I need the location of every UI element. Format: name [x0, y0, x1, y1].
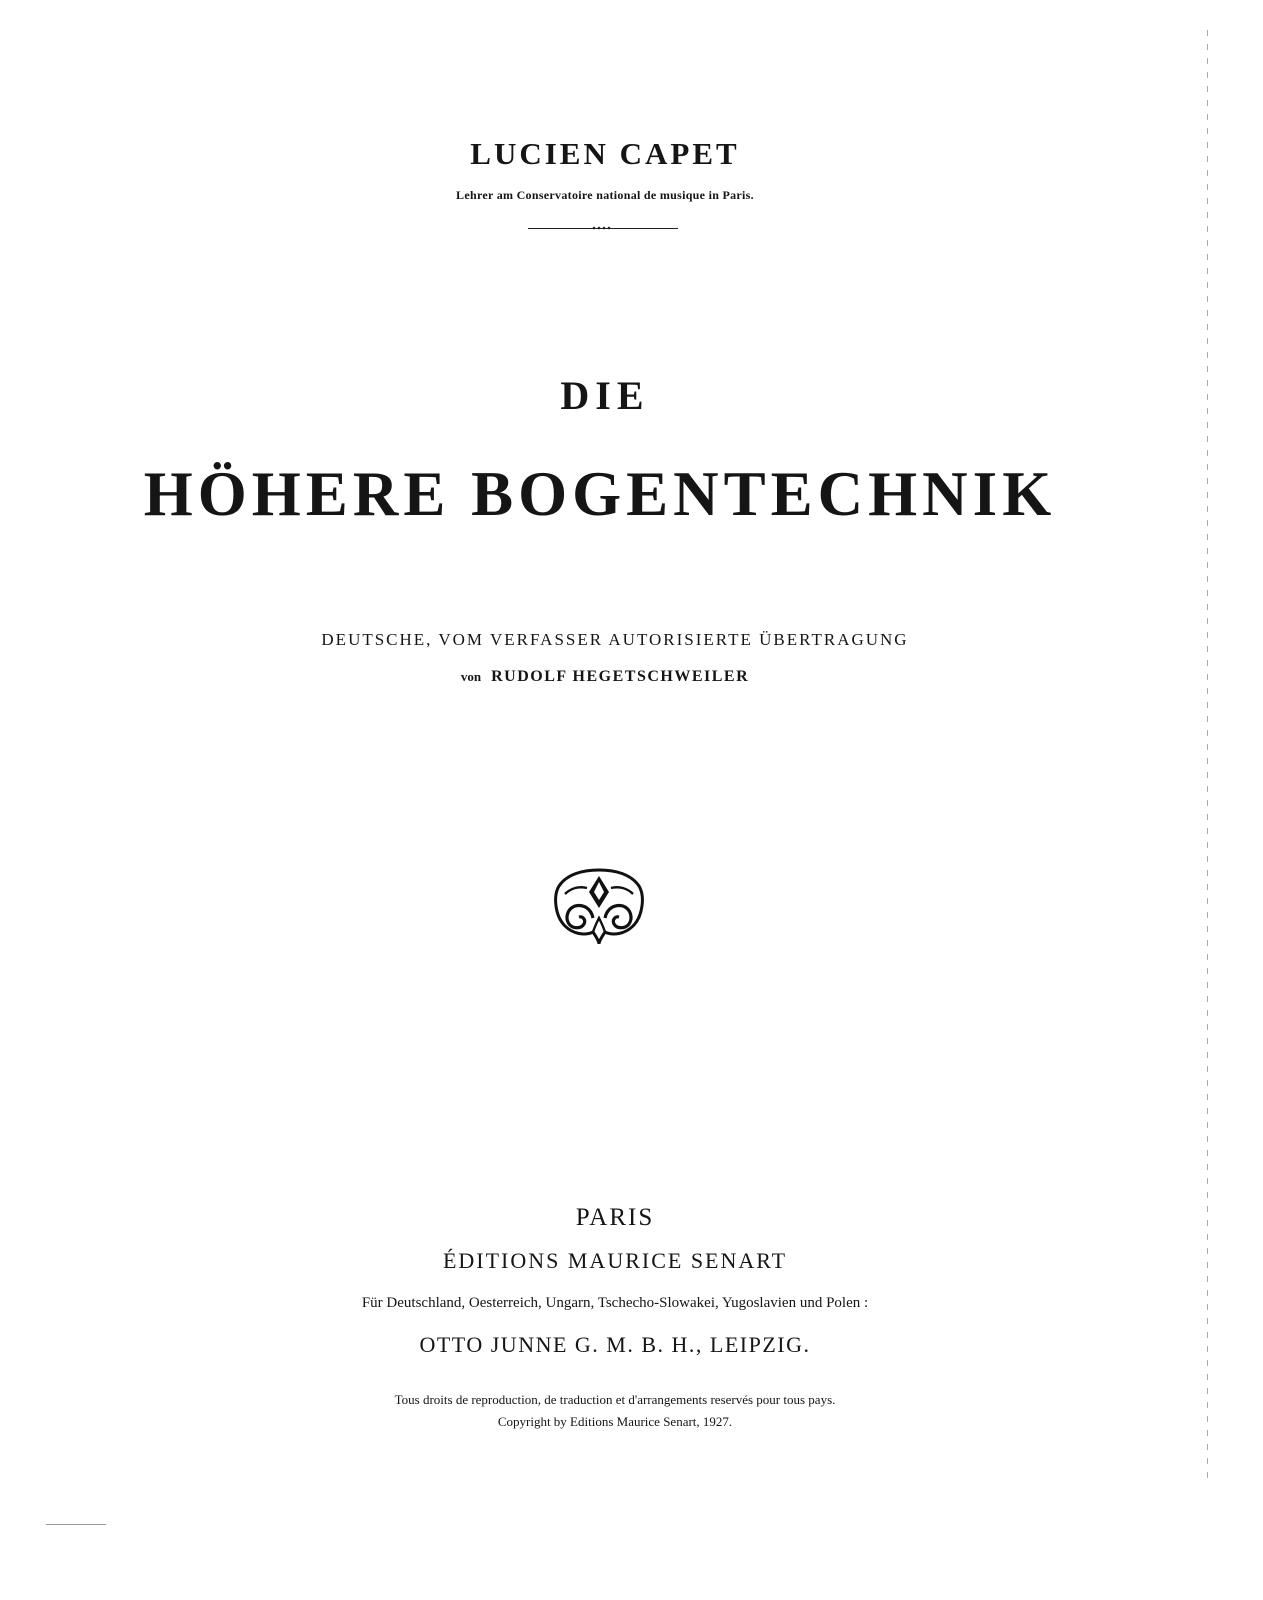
- author-name: LUCIEN CAPET: [470, 136, 740, 171]
- translation-note: DEUTSCHE, VOM VERFASSER AUTORISIERTE ÜBERTRAGUNG: [321, 630, 909, 649]
- book-title: HÖHERE BOGENTECHNIK: [143, 459, 1057, 529]
- author-position: Lehrer am Conservatoire national de musique in Paris.: [456, 188, 754, 202]
- scan-edge: [1207, 30, 1208, 1480]
- distributor-name: OTTO JUNNE G. M. B. H., LEIPZIG.: [419, 1332, 811, 1357]
- title-article: DIE: [560, 373, 650, 418]
- publisher-name: ÉDITIONS MAURICE SENART: [442, 1248, 788, 1273]
- distribution-countries: Für Deutschland, Oesterreich, Ungarn, Tschecho-Slowakei, Yugoslavien und Polen :: [361, 1295, 869, 1311]
- translator-name: RUDOLF HEGETSCHWEILER: [491, 668, 750, 685]
- translator-line: [0, 668, 1210, 686]
- copyright-notice: Copyright by Editions Maurice Senart, 1927.: [497, 1414, 733, 1429]
- rights-notice: Tous droits de reproduction, de traduction et d'arrangements reservés pour tous pays.: [394, 1392, 836, 1407]
- translator-prefix: von: [460, 669, 482, 684]
- scan-artifact: [46, 1524, 106, 1525]
- publisher-city: PARIS: [575, 1204, 655, 1231]
- divider-ornament-icon: [590, 225, 614, 231]
- fleuron-ornament-icon: [553, 866, 645, 946]
